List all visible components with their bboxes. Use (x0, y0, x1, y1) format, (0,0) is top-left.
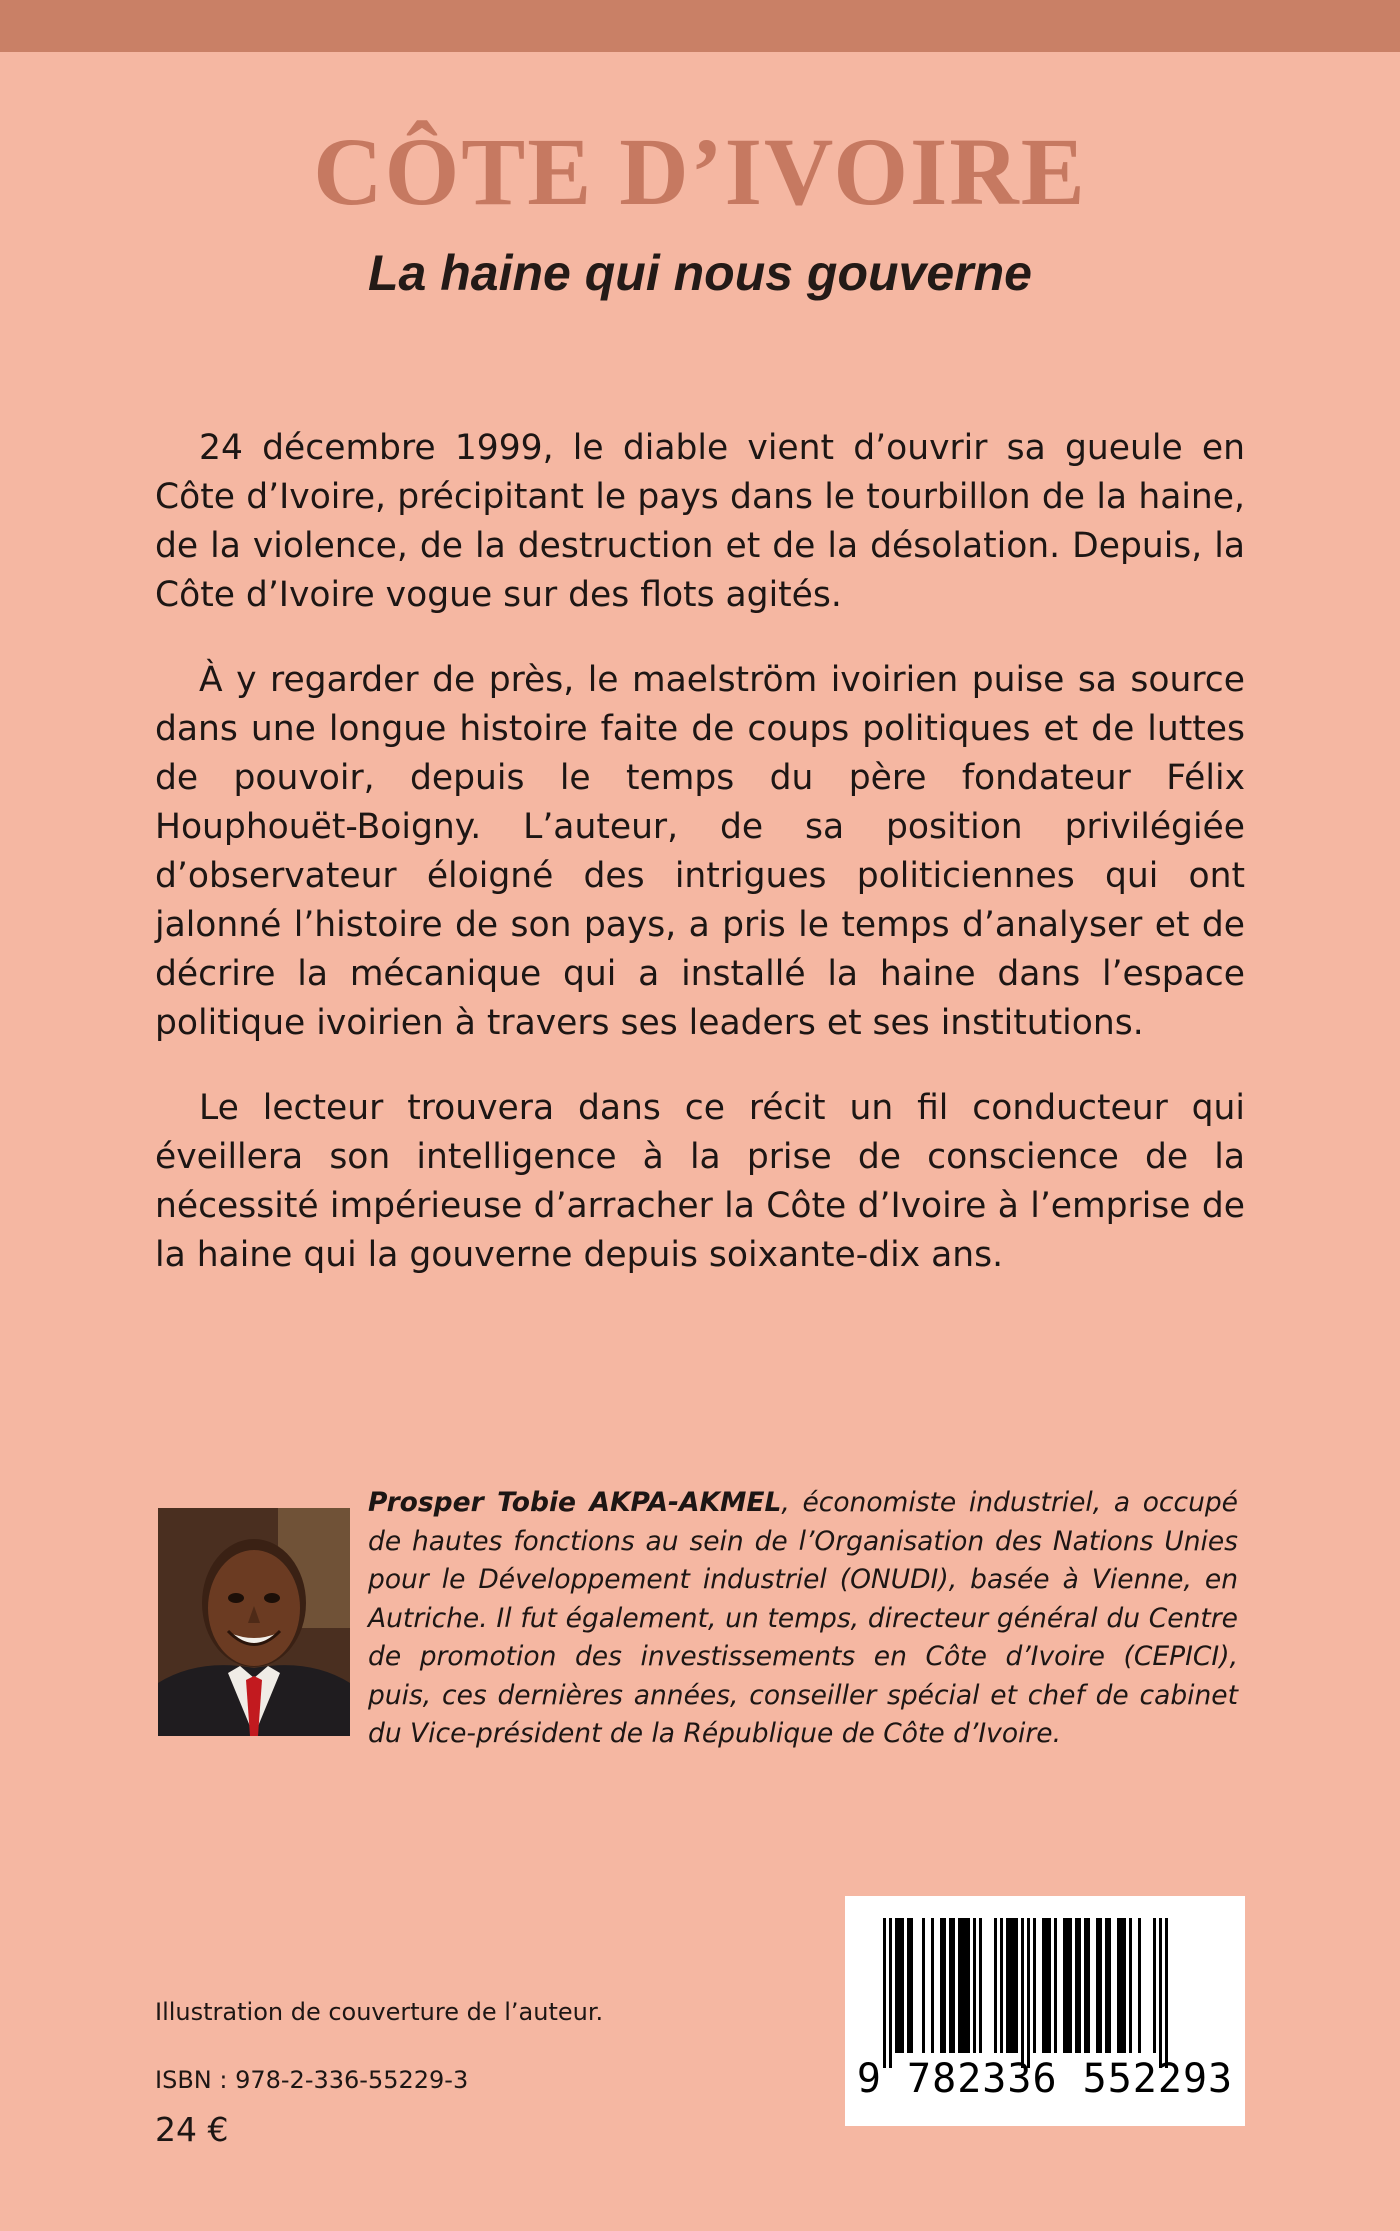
top-color-band (0, 0, 1400, 52)
book-title: CÔTE D’IVOIRE (313, 118, 1087, 225)
barcode-bar (994, 1918, 997, 2053)
barcode-bar (898, 1918, 901, 2053)
barcode-bar (1033, 1918, 1036, 2053)
barcode-bar (1042, 1918, 1045, 2053)
blurb-paragraph: Le lecteur trouvera dans ce récit un fil conducteur qui éveillera son intelligence à la prise de conscience de la nécessité impérieuse d’arracher la Côte d’Ivoire à l’emprise de la haine qui la gouverne depuis soixante-dix ans. (155, 1088, 1245, 1275)
barcode-bar (958, 1918, 961, 2053)
barcode-bar (1129, 1918, 1132, 2053)
barcode-bar (901, 1918, 904, 2053)
barcode-bar (1105, 1918, 1108, 2053)
barcode-bar (1000, 1918, 1003, 2053)
barcode-bar (1123, 1918, 1126, 2053)
barcode-bar (1120, 1918, 1123, 2053)
barcode-bar (907, 1918, 910, 2053)
barcode-bar (1015, 1918, 1018, 2053)
barcode-bar (952, 1918, 955, 2053)
author-name: Prosper Tobie AKPA-AKMEL (368, 1487, 782, 1518)
author-photo (158, 1508, 350, 1736)
barcode-bar (961, 1918, 964, 2053)
barcode-bar (1069, 1918, 1072, 2053)
barcode-bar (1045, 1918, 1048, 2053)
author-bio-text: , économiste industriel, a occupé de hautes fonctions au sein de l’Organisation des Nations Unies pour le Développement industriel (ONUDI), basée à Vienne, en Autriche. Il fut également, un temps, directeur général du Centre de promotion des investissements en Côte d’Ivoire (CEPICI), puis, ces dernières années, conseiller spécial et chef de cabinet du Vice-président de la République de Côte d’Ivoire. (368, 1487, 1238, 1749)
isbn: ISBN : 978-2-336-55229-3 (155, 2066, 469, 2094)
barcode-bar (967, 1918, 970, 2053)
barcode-bar (1012, 1918, 1015, 2053)
barcode (845, 1896, 1245, 2126)
barcode-bar (883, 1918, 886, 2068)
barcode-bar (1153, 1918, 1156, 2053)
barcode-bar (889, 1918, 892, 2068)
barcode-bar (1099, 1918, 1102, 2053)
barcode-bar (964, 1918, 967, 2053)
barcode-bar (1063, 1918, 1066, 2053)
barcode-bar (949, 1918, 952, 2053)
price: 24 € (155, 2110, 229, 2149)
barcode-digits: 9 782336 552293 (856, 2056, 1234, 2102)
back-cover-blurb (155, 424, 1245, 1316)
barcode-bar (1084, 1918, 1087, 2053)
barcode-bar (1021, 1918, 1024, 2068)
barcode-bar (1027, 1918, 1030, 2068)
barcode-bar (1066, 1918, 1069, 2053)
barcode-bar (1138, 1918, 1141, 2053)
barcode-bar (1048, 1918, 1051, 2053)
barcode-bar (943, 1918, 946, 2053)
barcode-bar (1075, 1918, 1078, 2053)
barcode-bar (910, 1918, 913, 2053)
barcode-bar (1054, 1918, 1057, 2053)
barcode-bar (1096, 1918, 1099, 2053)
barcode-bar (1087, 1918, 1090, 2053)
barcode-bar (1009, 1918, 1012, 2053)
barcode-bar (931, 1918, 934, 2053)
barcode-bar (1117, 1918, 1120, 2053)
barcode-bar (922, 1918, 925, 2053)
book-subtitle: La haine qui nous gouverne (368, 245, 1032, 301)
author-bio (368, 1484, 1238, 1754)
blurb-paragraph: À y regarder de près, le maelström ivoirien puise sa source dans une longue histoire faite de coups politiques et de luttes de pouvoir, depuis le temps du père fondateur Félix Houphouët-Boigny. L’auteur, de sa position privilégiée d’observateur éloigné des intrigues politiciennes qui ont jalonné l’histoire de son pays, a pris le temps d’analyser et de décrire la mécanique qui a installé la haine dans l’espace politique ivoirien à travers ses leaders et ses institutions. (155, 660, 1245, 1043)
illustration-credit: Illustration de couverture de l’auteur. (155, 1998, 604, 2026)
barcode-bar (940, 1918, 943, 2053)
barcode-bar (1078, 1918, 1081, 2053)
barcode-bar (1108, 1918, 1111, 2053)
barcode-bar (973, 1918, 976, 2053)
blurb-paragraph: 24 décembre 1999, le diable vient d’ouvrir sa gueule en Côte d’Ivoire, précipitant le pays dans le tourbillon de la haine, de la violence, de la destruction et de la désolation. Depuis, la Côte d’Ivoire vogue sur des flots agités. (155, 428, 1245, 615)
barcode-bar (979, 1918, 982, 2053)
barcode-bar (895, 1918, 898, 2053)
barcode-bar (1165, 1918, 1168, 2068)
barcode-bar (1006, 1918, 1009, 2053)
barcode-bar (1159, 1918, 1162, 2068)
